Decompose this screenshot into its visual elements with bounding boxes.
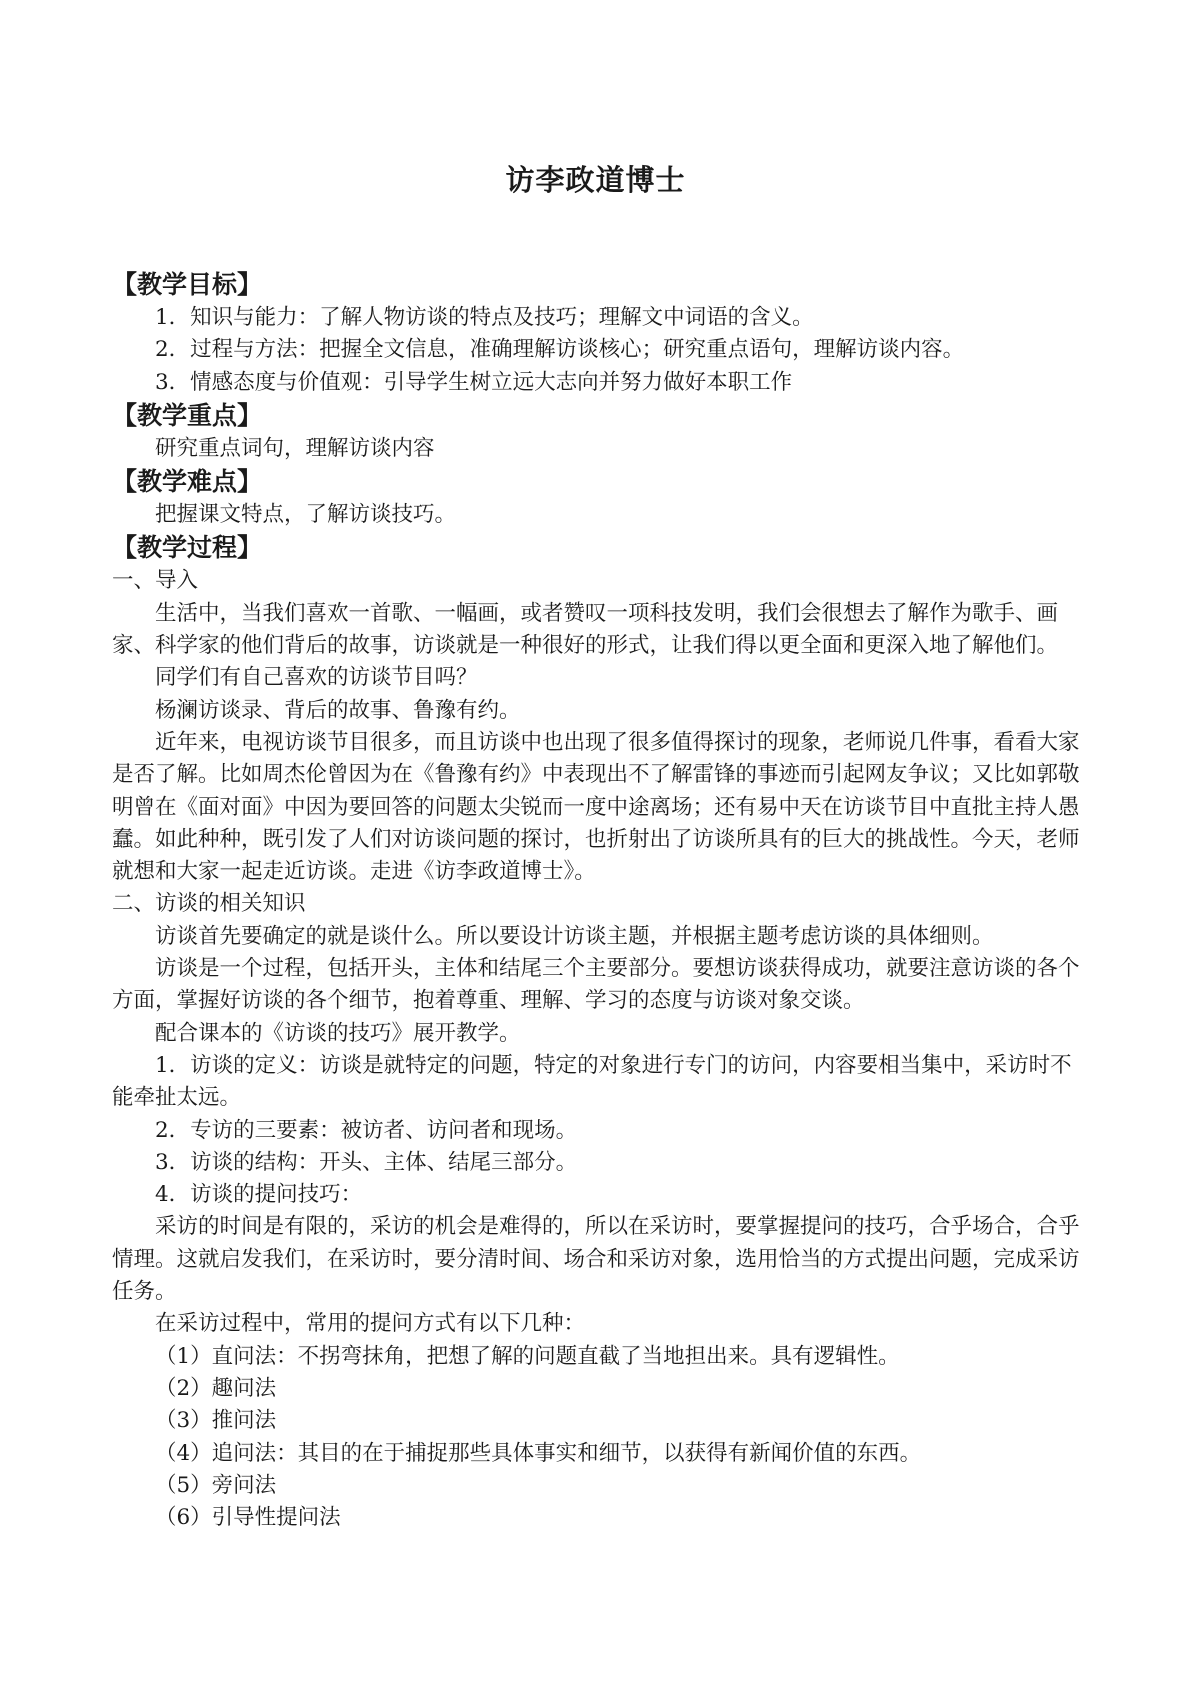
knowledge-paragraph: 4．访谈的提问技巧： [155,1182,363,1208]
knowledge-paragraph: 在采访过程中，常用的提问方式有以下几种： [155,1311,586,1337]
knowledge-paragraph: 访谈首先要确定的就是谈什么。所以要设计访谈主题，并根据主题考虑访谈的具体细则。 [155,923,994,949]
section-heading-difficulties: 【教学难点】 [112,467,263,497]
question-method-item: （5）旁问法 [155,1472,277,1498]
document-body [112,268,1092,1534]
goal-item: 1．知识与能力：了解人物访谈的特点及技巧；理解文中词语的含义。 [155,305,814,330]
difficulties-text: 把握课文特点，了解访谈技巧。 [155,502,457,528]
intro-paragraph: 同学们有自己喜欢的访谈节目吗？ [155,665,478,691]
question-method-item: （6）引导性提问法 [155,1505,341,1531]
intro-paragraph: 生活中，当我们喜欢一首歌、一幅画，或者赞叹一项科技发明，我们会很想去了解作为歌手、画家、科学家的他们背后的故事，访谈就是一种很好的形式，让我们得以更全面和更深入地了解他们。 [112,600,1059,659]
question-method-item: （3）推问法 [155,1408,277,1434]
question-method-item: （4）追问法：其目的在于捕捉那些具体事实和细节，以获得有新闻价值的东西。 [155,1440,922,1466]
section-heading-goals: 【教学目标】 [112,270,263,299]
question-method-item: （2）趣问法 [155,1375,277,1401]
section-heading-key-points: 【教学重点】 [112,400,263,430]
intro-paragraph: 近年来，电视访谈节目很多，而且访谈中也出现了很多值得探讨的现象，老师说几件事，看看大家是否了解。比如周杰伦曾因为在《鲁豫有约》中表现出不了解雷锋的事迹而引起网友争议；又比如郭敬明曾在《面对面》中因为要回答的问题太尖锐而一度中途离场；还有易中天在访谈节目中直批主持人愚蠢。如此种种，既引发了人们对访谈问题的探讨，也折射出了访谈所具有的巨大的挑战性。今天，老师就想和大家一起走近访谈。走进《访李政道博士》。 [112,729,1080,885]
key-points-text: 研究重点词句，理解访谈内容 [155,435,435,461]
subsection-label-knowledge: 二、访谈的相关知识 [112,891,306,917]
knowledge-paragraph: 采访的时间是有限的，采访的机会是难得的，所以在采访时，要掌握提问的技巧，合乎场合，合乎情理。这就启发我们，在采访时，要分清时间、场合和采访对象，选用恰当的方式提出问题，完成采访任务。 [112,1214,1080,1305]
knowledge-paragraph: 配合课本的《访谈的技巧》展开教学。 [155,1020,521,1046]
section-heading-process: 【教学过程】 [112,533,263,563]
question-method-item: （1）直问法：不拐弯抹角，把想了解的问题直截了当地担出来。具有逻辑性。 [155,1343,900,1369]
knowledge-paragraph: 2．专访的三要素：被访者、访问者和现场。 [155,1117,578,1143]
goal-item: 3．情感态度与价值观：引导学生树立远大志向并努力做好本职工作 [155,369,793,395]
subsection-label-intro: 一、导入 [112,568,199,594]
goal-item: 2．过程与方法：把握全文信息，准确理解访谈核心；研究重点语句，理解访谈内容。 [155,337,965,363]
page-title: 访李政道博士 [505,163,686,197]
knowledge-paragraph: 访谈是一个过程，包括开头，主体和结尾三个主要部分。要想访谈获得成功，就要注意访谈的各个方面，掌握好访谈的各个细节，抱着尊重、理解、学习的态度与访谈对象交谈。 [112,956,1080,1014]
knowledge-paragraph: 1．访谈的定义：访谈是就特定的问题，特定的对象进行专门的访问，内容要相当集中，采访时不能牵扯太远。 [112,1052,1072,1111]
knowledge-paragraph: 3．访谈的结构：开头、主体、结尾三部分。 [155,1149,578,1175]
intro-paragraph: 杨澜访谈录、背后的故事、鲁豫有约。 [155,697,521,723]
